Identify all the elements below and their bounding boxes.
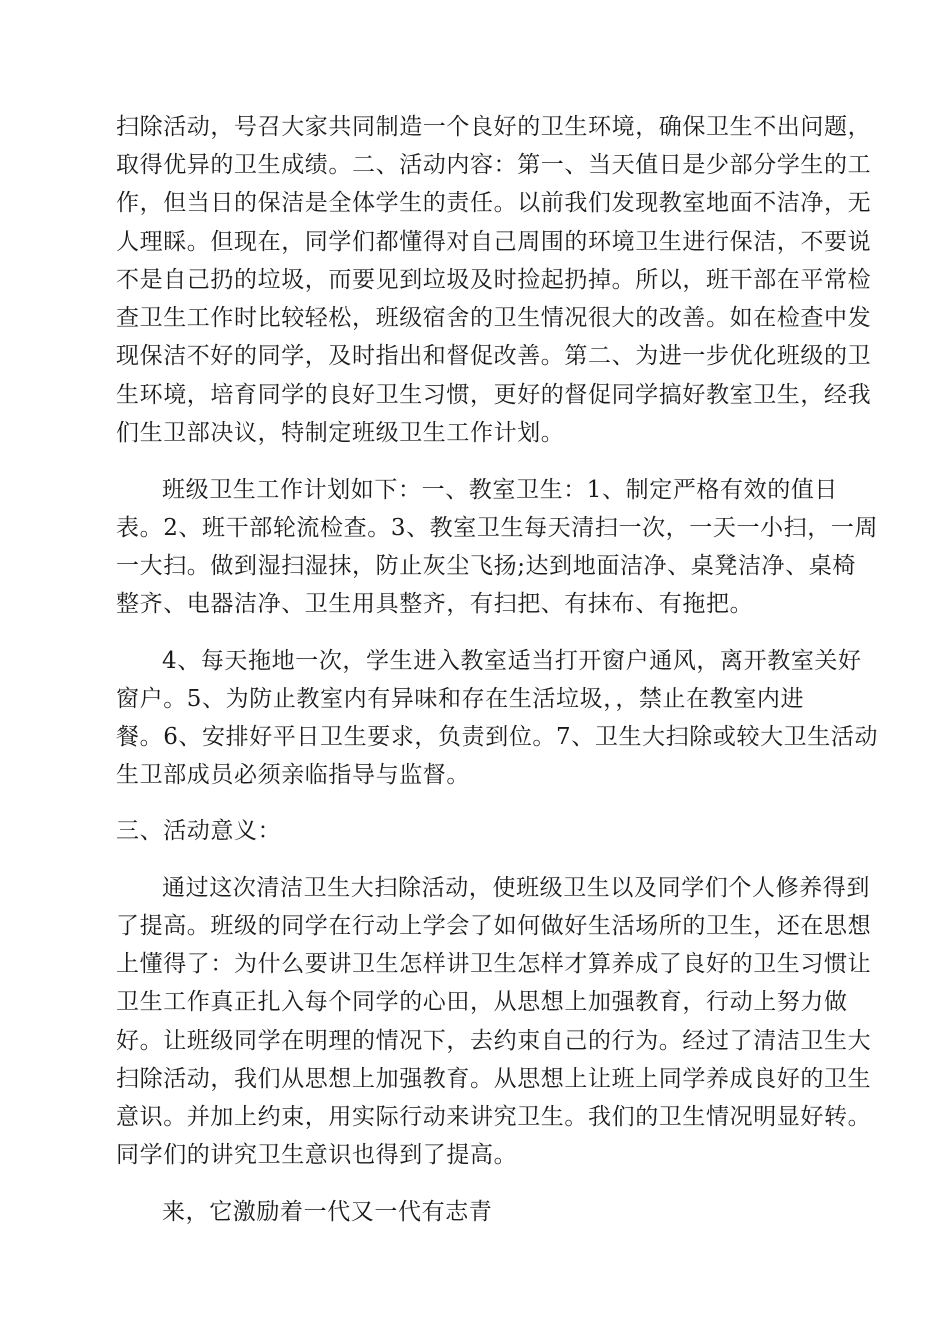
paragraph-4-line-7: 意识。并加上约束，用实际行动来讲究卫生。我们的卫生情况明显好转。	[116, 1104, 872, 1130]
paragraph-3-line-1: 4、每天拖地一次，学生进入教室适当打开窗户通风，离开教室关好	[162, 648, 862, 674]
paragraph-1-line-2: 取得优异的卫生成绩。二、活动内容：第一、当天值日是少部分学生的工	[116, 152, 872, 178]
paragraph-4-line-1: 通过这次清洁卫生大扫除活动，使班级卫生以及同学们个人修养得到	[162, 875, 870, 901]
paragraph-5-line-1: 来，它激励着一代又一代有志青	[162, 1199, 493, 1225]
paragraph-1-line-9: 们生卫部决议，特制定班级卫生工作计划。	[116, 420, 565, 446]
paragraph-3-line-3: 餐。6、安排好平日卫生要求，负责到位。7、卫生大扫除或较大卫生活动	[116, 724, 879, 750]
paragraph-2-line-2: 表。2、班干部轮流检查。3、教室卫生每天清扫一次，一天一小扫，一周	[116, 515, 879, 541]
paragraph-2-line-4: 整齐、电器洁净、卫生用具整齐，有扫把、有抹布、有拖把。	[116, 591, 754, 617]
paragraph-2-line-3: 一大扫。做到湿扫湿抹，防止灰尘飞扬;达到地面洁净、桌凳洁净、桌椅	[116, 553, 856, 579]
paragraph-2-line-1: 班级卫生工作计划如下：一、教室卫生：1、制定严格有效的值日	[162, 477, 839, 503]
paragraph-4-line-4: 卫生工作真正扎入每个同学的心田，从思想上加强教育，行动上努力做	[116, 989, 848, 1015]
paragraph-4-line-2: 了提高。班级的同学在行动上学会了如何做好生活场所的卫生，还在思想	[116, 913, 872, 939]
paragraph-3-line-4: 生卫部成员必须亲临指导与监督。	[116, 762, 470, 788]
paragraph-4-line-5: 好。让班级同学在明理的情况下，去约束自己的行为。经过了清洁卫生大	[116, 1028, 872, 1054]
paragraph-1-line-6: 查卫生工作时比较轻松，班级宿舍的卫生情况很大的改善。如在检查中发	[116, 305, 872, 331]
paragraph-4-line-3: 上懂得了：为什么要讲卫生怎样讲卫生怎样才算养成了良好的卫生习惯让	[116, 951, 872, 977]
paragraph-4-line-8: 同学们的讲究卫生意识也得到了提高。	[116, 1142, 518, 1168]
paragraph-3-line-2: 窗户。5、为防止教室内有异味和存在生活垃圾，，禁止在教室内进	[116, 686, 805, 712]
paragraph-1-line-7: 现保洁不好的同学，及时指出和督促改善。第二、为进一步优化班级的卫	[116, 343, 872, 369]
section-heading-activity-significance: 三、活动意义：	[116, 818, 282, 844]
paragraph-4-line-6: 扫除活动，我们从思想上加强教育。从思想上让班上同学养成良好的卫生	[116, 1066, 872, 1092]
paragraph-1-line-4: 人理睬。但现在，同学们都懂得对自己周围的环境卫生进行保洁，不要说	[116, 229, 872, 255]
paragraph-1-line-3: 作，但当日的保洁是全体学生的责任。以前我们发现教室地面不洁净，无	[116, 190, 872, 216]
paragraph-1-line-8: 生环境，培育同学的良好卫生习惯，更好的督促同学搞好教室卫生，经我	[116, 382, 872, 408]
paragraph-1-line-5: 不是自己扔的垃圾，而要见到垃圾及时捡起扔掉。所以，班干部在平常检	[116, 267, 872, 293]
paragraph-1-line-1: 扫除活动，号召大家共同制造一个良好的卫生环境，确保卫生不出问题，	[116, 114, 872, 140]
